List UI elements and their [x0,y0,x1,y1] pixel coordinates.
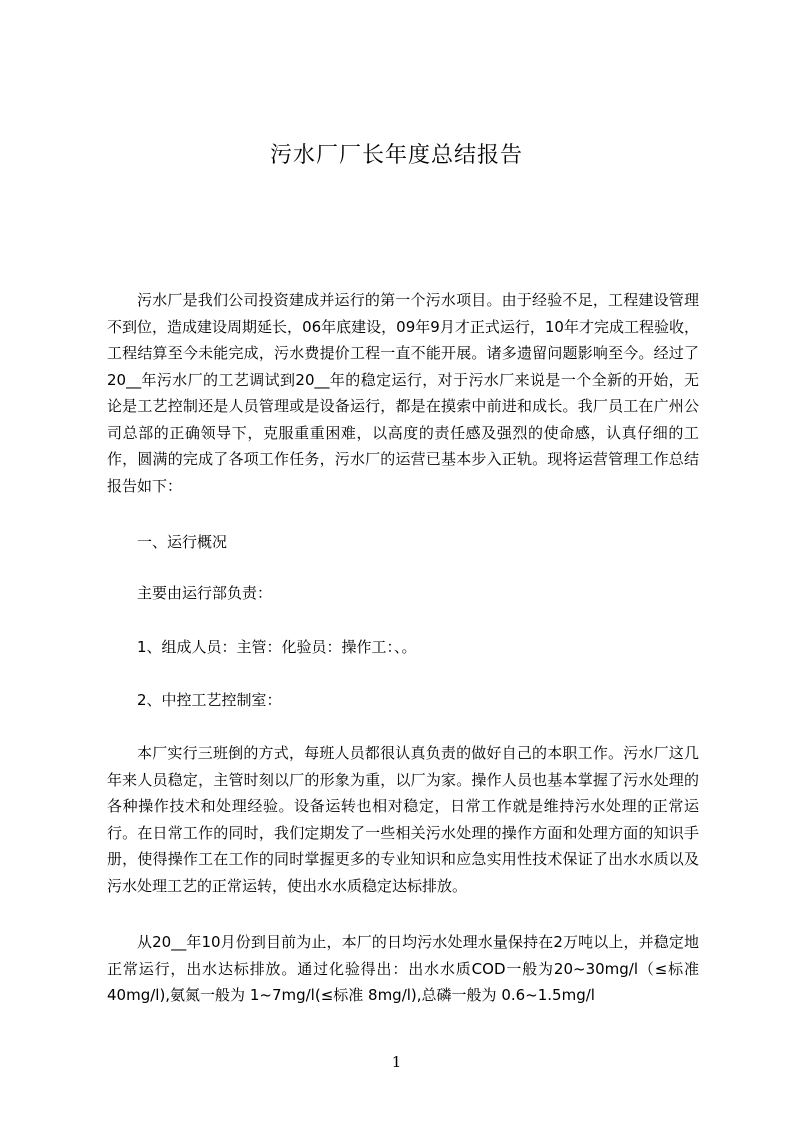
staff-line-block [107,634,699,661]
shifts-paragraph: 本厂实行三班倒的方式，每班人员都很认真负责的做好自己的本职工作。污水厂这几年来人员稳定，主管时刻以厂的形象为重，以厂为家。操作人员也基本掌握了污水处理的各种操作技术和处理经验。设备运转也相对稳定，日常工作就是维持污水处理的正常运行。在日常工作的同时，我们定期发了一些相关污水处理的操作方面和处理方面的知识手册，使得操作工在工作的同时掌握更多的专业知识和应急实用性技术保证了出水水质以及污水处理工艺的正常运转，使出水水质稳定达标排放。 [107,744,699,895]
control-room-line-block [107,687,699,714]
responsible-line: 主要由运行部负责： [137,584,273,602]
staff-line: 1、组成人员：主管：化验员：操作工：、。 [137,638,417,656]
document-title: 污水厂厂长年度总结报告 [269,143,523,168]
shifts-paragraph-block [107,740,699,899]
responsible-line-block [107,580,699,607]
control-room-line: 2、中控工艺控制室： [137,691,282,709]
intro-paragraph-block [107,287,699,499]
page-number: 1 [391,1053,402,1071]
results-paragraph-block [107,929,699,1009]
results-paragraph: 从20__年10月份到目前为止，本厂的日均污水处理水量保持在2万吨以上，并稳定地正常运行，出水达标排放。通过化验得出：出水水质COD一般为20~30mg/l（≤标准40mg/l),氨氮一般为 1~7mg/l(≤标准 8mg/l),总磷一般为 0.6~1.5mg/l [107,933,699,1004]
intro-paragraph: 污水厂是我们公司投资建成并运行的第一个污水项目。由于经验不足，工程建设管理不到位，造成建设周期延长，06年底建设，09年9月才正式运行，10年才完成工程验收，工程结算至今未能完成，污水费提价工程一直不能开展。诸多遗留问题影响至今。经过了20__年污水厂的工艺调试到20__年的稳定运行，对于污水厂来说是一个全新的开始，无论是工艺控制还是人员管理或是设备运行，都是在摸索中前进和成长。我厂员工在广州公司总部的正确领导下，克服重重困难，以高度的责任感及强烈的使命感，认真仔细的工作，圆满的完成了各项工作任务，污水厂的运营已基本步入正轨。现将运营管理工作总结报告如下： [107,291,699,495]
section-heading: 一、运行概况 [137,533,228,551]
section-heading-block [107,529,699,556]
